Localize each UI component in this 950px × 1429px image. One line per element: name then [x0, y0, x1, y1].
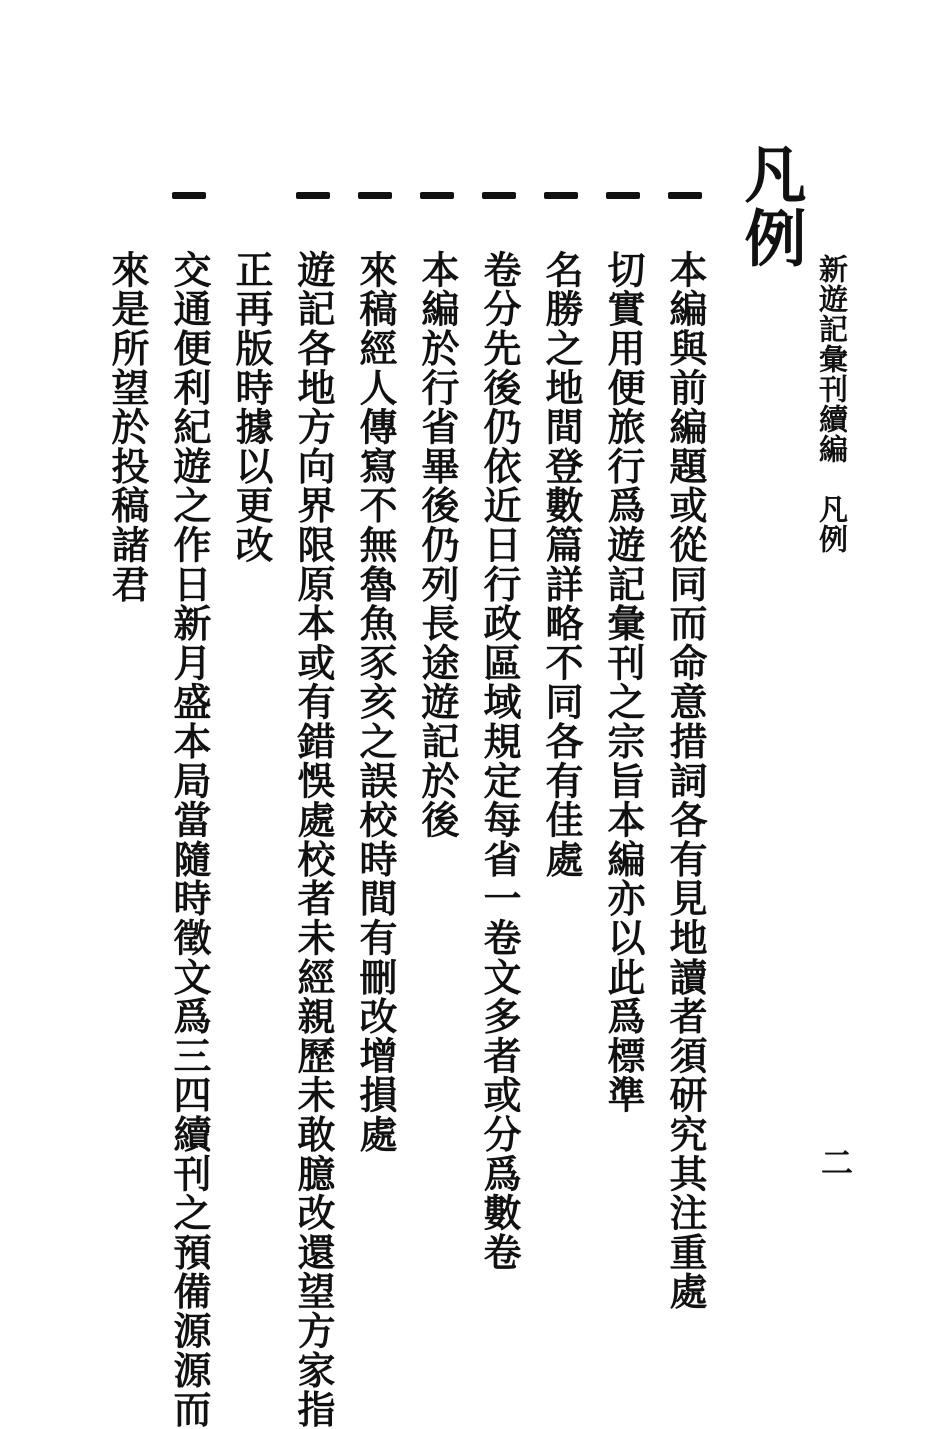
column-text: 遊記各地方向界限原本或有錯悞處校者未經親歷未敢臆改還望方家指	[291, 250, 336, 1429]
item-marker	[482, 192, 516, 199]
text-column	[102, 170, 152, 1330]
text-column	[226, 170, 276, 1330]
column-text: 交通便利紀遊之作日新月盛本局當隨時徵文爲三四續刊之預備源源而	[167, 250, 212, 1429]
column-text-continued: 來是所望於投稿諸君	[105, 250, 150, 604]
column-text-continued: 正再版時據以更改	[229, 250, 274, 565]
column-text: 本編於行省畢後仍列長途遊記於後	[415, 250, 460, 840]
column-text: 卷分先後仍依近日行政區域規定每省一卷文多者或分爲數卷	[477, 250, 522, 1272]
text-column	[536, 170, 586, 1330]
text-column	[288, 170, 338, 1429]
item-marker	[358, 192, 392, 199]
chapter-title: 凡例	[734, 142, 807, 270]
item-marker	[668, 192, 702, 199]
text-column	[660, 170, 710, 1330]
text-column	[164, 170, 214, 1429]
item-marker	[296, 192, 330, 199]
text-column	[350, 170, 400, 1330]
text-columns	[100, 170, 720, 1429]
item-marker	[420, 192, 454, 199]
column-text: 來稿經人傳寫不無魯魚豕亥之誤校時間有刪改增損處	[353, 250, 398, 1154]
column-text: 切實用便旅行爲遊記彙刊之宗旨本編亦以此爲標準	[601, 250, 646, 1115]
text-column	[598, 170, 648, 1330]
column-text: 名勝之地間登數篇詳略不同各有佳處	[539, 250, 584, 879]
item-marker	[172, 192, 206, 199]
text-column	[474, 170, 524, 1330]
page-number: 二	[816, 1146, 854, 1178]
item-marker	[544, 192, 578, 199]
item-marker	[606, 192, 640, 199]
text-column	[412, 170, 462, 1330]
column-text: 本編與前編題或從同而命意措詞各有見地讀者須研究其注重處	[663, 250, 708, 1312]
running-title: 新遊記彙刊續編 凡例	[815, 254, 849, 554]
